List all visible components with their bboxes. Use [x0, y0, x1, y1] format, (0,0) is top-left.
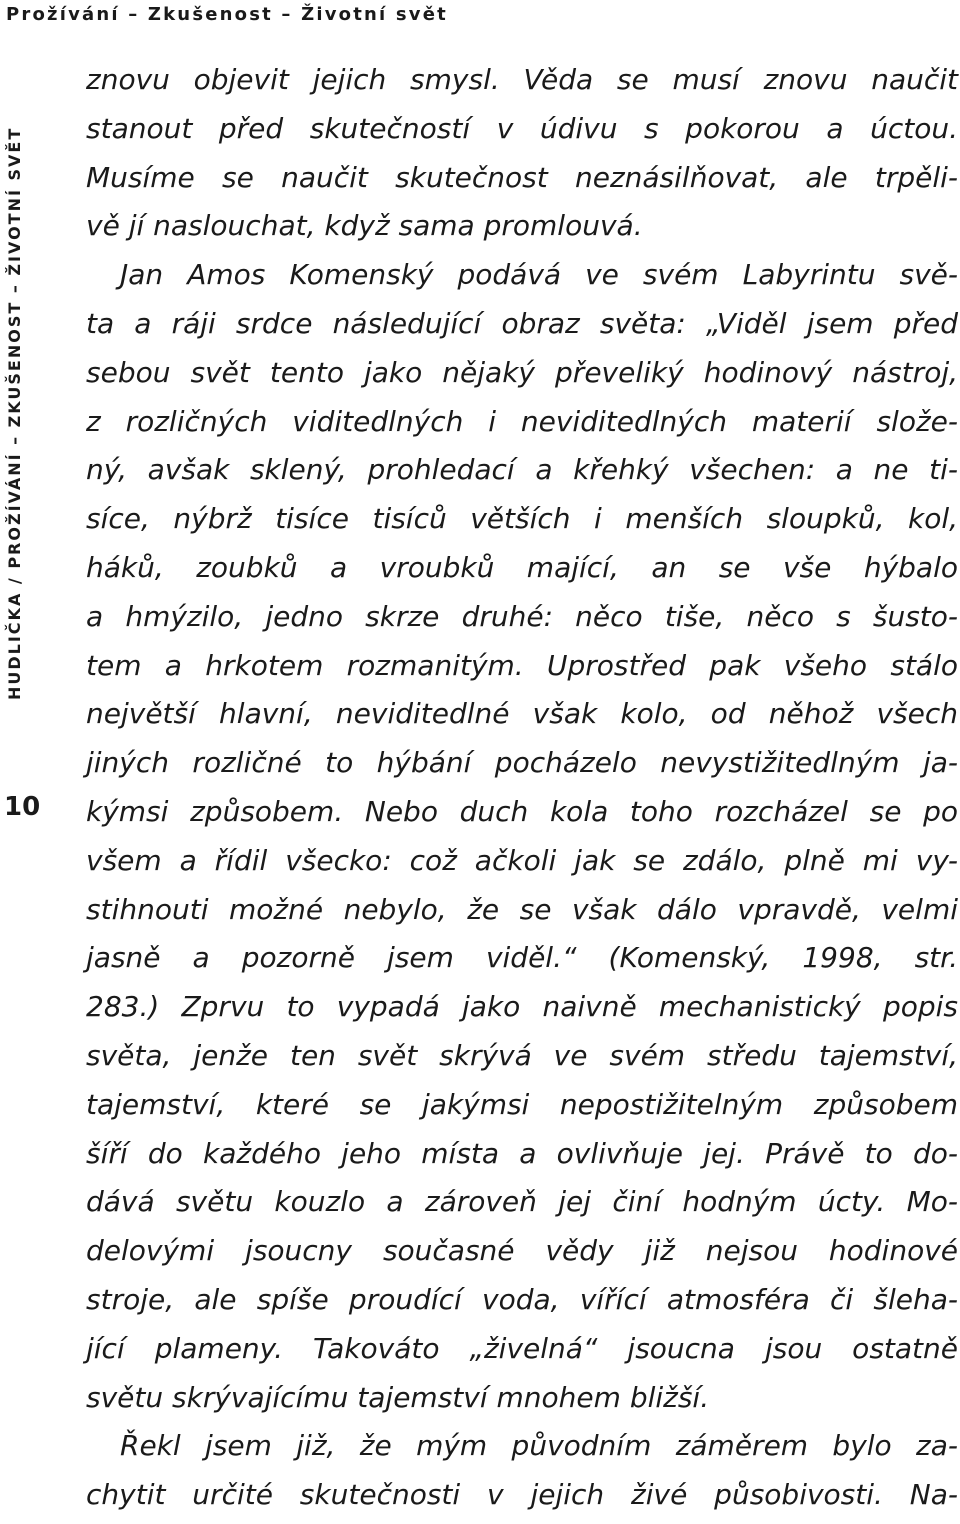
page-number: 10 [4, 792, 41, 822]
text-line: ný, avšak sklený, prohledací a křehký všechen: a ne ti- [86, 453, 958, 487]
text-line: ta a ráji srdce následující obraz světa: „Viděl jsem před [86, 306, 958, 340]
text-line: z rozličných viditedlných i neviditedlných materií slože- [86, 404, 958, 438]
text-line: jiných rozličné to hýbání pocházelo nevystižitedlným ja- [86, 746, 958, 780]
text-line: světa, jenže ten svět skrývá ve svém středu tajemství, [86, 1038, 958, 1072]
text-line: delovými jsoucny současné vědy již nejsou hodinové [86, 1234, 958, 1268]
body-text [86, 56, 958, 1520]
text-line: stroje, ale spíše proudící voda, vířící atmosféra či šleha- [86, 1282, 958, 1316]
text-line: tajemství, které se jakýmsi nepostižitelným způsobem [86, 1087, 958, 1121]
text-line: kýmsi způsobem. Nebo duch kola toho rozcházel se po [86, 794, 958, 828]
running-head: Prožívání – Zkušenost – Životní svět [6, 4, 448, 25]
text-line: dává světu kouzlo a zároveň jej činí hodným úcty. Mo- [86, 1185, 958, 1219]
paragraph-start-line: Jan Amos Komenský podává ve svém Labyrintu svě- [120, 258, 958, 292]
text-line: všem a řídil všecko: což ačkoli jak se zdálo, plně mi vy- [86, 843, 958, 877]
text-line: chytit určité skutečnosti v jejich živé působivosti. Na- [86, 1478, 958, 1512]
text-line: síce, nýbrž tisíce tisíců větších i menších sloupků, kol, [86, 502, 958, 536]
text-line: stanout před skutečností v údivu s pokorou a úctou. [86, 111, 958, 145]
text-line: světu skrývajícímu tajemství mnohem bližší. [86, 1380, 710, 1414]
paragraph-start-line: Řekl jsem již, že mým původním záměrem bylo za- [120, 1429, 958, 1463]
text-line: největší hlavní, neviditedlné však kolo, od něhož všech [86, 697, 958, 731]
text-line: vě jí naslouchat, když sama promlouvá. [86, 209, 643, 243]
text-line: stihnouti možné nebylo, že se však dálo vpravdě, velmi [86, 892, 958, 926]
side-author-title-label: HUDLIČKA / PROŽÍVÁNÍ – ZKUŠENOST – ŽIVOTNÍ SVĚT [5, 126, 24, 700]
text-line: tem a hrkotem rozmanitým. Uprostřed pak všeho stálo [86, 648, 958, 682]
text-line: jasně a pozorně jsem viděl.“ (Komenský, 1998, str. [86, 941, 958, 975]
text-line: znovu objevit jejich smysl. Věda se musí znovu naučit [86, 63, 958, 96]
text-line: háků, zoubků a vroubků mající, an se vše hýbalo [86, 550, 958, 584]
text-line: 283.) Zprvu to vypadá jako naivně mechanistický popis [86, 990, 958, 1024]
text-line: Musíme se naučit skutečnost neznásilňovat, ale trpěli- [86, 160, 958, 194]
text-line: a hmýzilo, jedno skrze druhé: něco tiše, něco s šusto- [86, 599, 958, 633]
text-line: šíří do každého jeho místa a ovlivňuje jej. Právě to do- [86, 1136, 958, 1170]
text-line: jící plameny. Takováto „živelná“ jsoucna jsou ostatně [86, 1331, 958, 1365]
text-line: sebou svět tento jako nějaký převeliký hodinový nástroj, [86, 355, 958, 389]
